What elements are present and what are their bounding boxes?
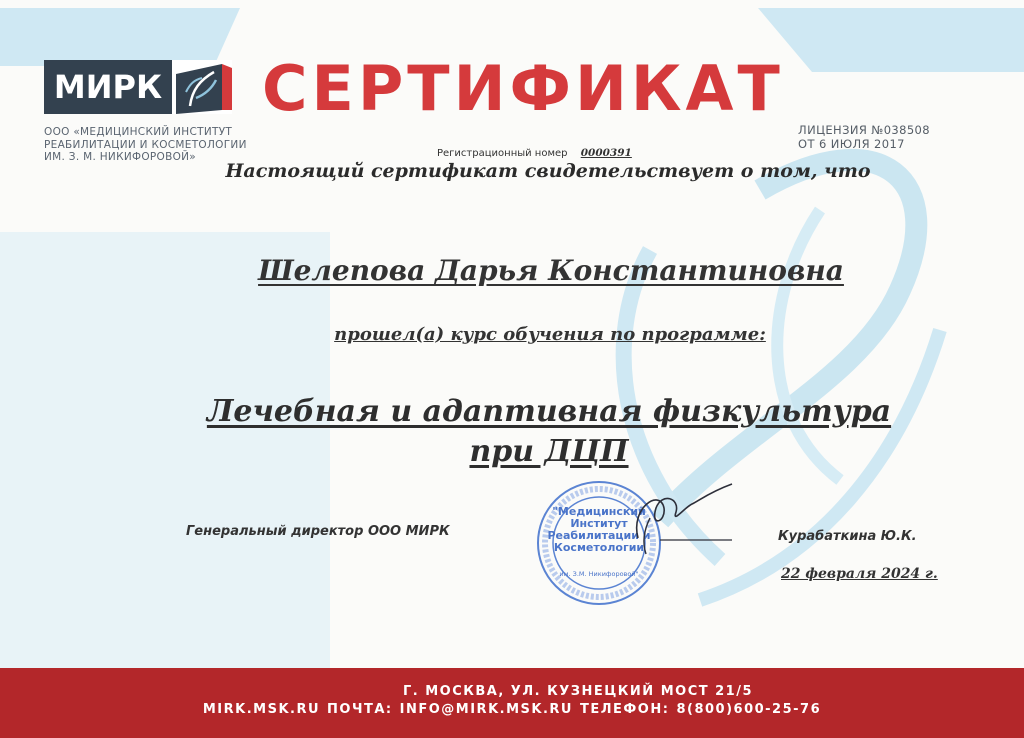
certificate-title: СЕРТИФИКАТ [262,52,784,125]
signer-name: Курабаткина Ю.К. [778,529,917,544]
registration-label: Регистрационный номер [437,148,568,159]
top-left-band [0,8,240,66]
director-label: Генеральный директор ООО МИРК [186,524,450,539]
recipient-name: Шелепова Дарья Константиновна [258,254,844,287]
footer-bar [0,668,1024,738]
org-line-1: ООО «МЕДИЦИНСКИЙ ИНСТИТУТ [44,126,233,138]
registration-number [437,147,632,159]
stamp-line-2: Институт [570,517,628,530]
license-number: ЛИЦЕНЗИЯ №038508 [798,123,930,137]
stamp-line-3: Реабилитации и [547,529,651,542]
organization-name [44,126,264,164]
license-date: ОТ 6 ИЮЛЯ 2017 [798,136,905,151]
registration-value: 0000391 [580,147,632,159]
issue-date: 22 февраля 2024 г. [781,566,938,582]
passed-course-text: прошел(а) курс обучения по программе: [334,324,766,345]
org-line-3: ИМ. З. М. НИКИФОРОВОЙ» [44,151,197,163]
course-line-1: Лечебная и адаптивная физкультура [206,394,892,429]
stamp-line-1: "Медицинский [552,505,646,518]
intro-text: Настоящий сертификат свидетельствует о том, что [225,160,871,182]
logo-wordmark: МИРК [44,60,172,114]
handwritten-signature [620,478,740,558]
stamp-small-text: им. З.М. Никифоровой" [559,570,639,578]
license-info [798,124,930,151]
footer-address: Г. МОСКВА, УЛ. КУЗНЕЦКИЙ МОСТ 21/5 [402,684,754,699]
footer-contacts: MIRK.MSK.RU ПОЧТА: INFO@MIRK.MSK.RU ТЕЛЕФОН: 8(800)600-25-76 [202,702,822,717]
org-line-2: РЕАБИЛИТАЦИИ И КОСМЕТОЛОГИИ [44,138,247,151]
logo-leaf-icon [172,60,232,114]
course-line-2: при ДЦП [469,434,629,469]
course-title [0,392,1024,472]
stamp-line-4: Косметологии [553,541,645,554]
top-right-band [758,8,1024,72]
mirk-logo [44,60,232,114]
